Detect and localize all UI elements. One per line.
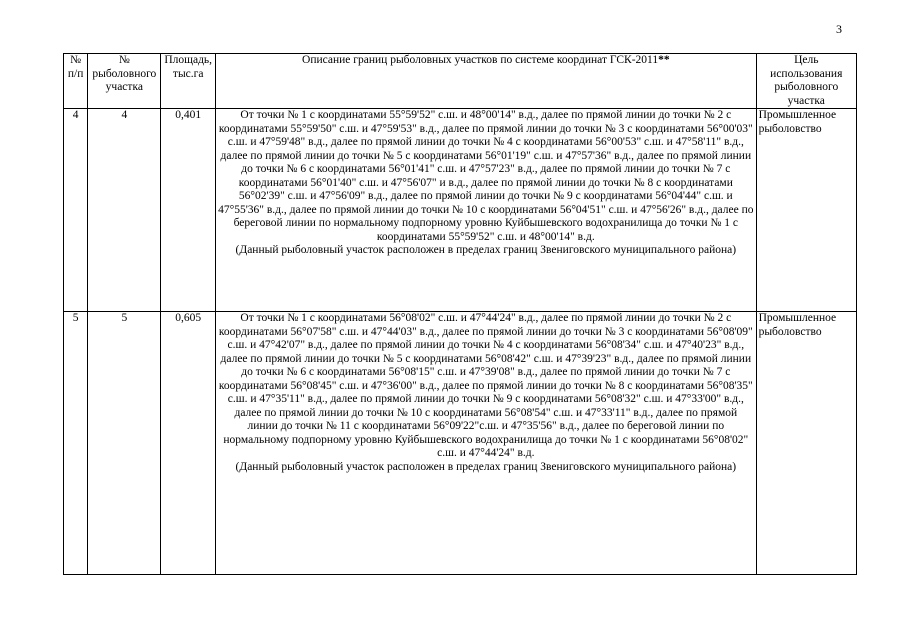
header-description [216,54,756,109]
header-description-marker: ** [658,54,670,66]
row-area: 0,401 [161,109,216,312]
fishing-plots-table [63,53,857,575]
header-area: Площадь, тыс.га [161,54,216,109]
header-purpose: Цель использования рыболовного участка [756,54,856,109]
row-plot-num: 5 [88,312,161,575]
row-description: От точки № 1 с координатами 55°59'52" с.ш. и 48°00'14" в.д., далее по прямой линии до точки № 2 с координатами 55°59'50" с.ш. и 47°59'53" в.д., далее по прямой линии до точки № 3 с координатами 56°00'03" с.ш. и 47°59'48" в.д., далее по прямой линии до точки № 4 с координатами 56°00'53" с.ш. и 47°58'11" в.д., далее по прямой линии до точки № 5 с координатами 56°01'19" с.ш. и 47°57'36" в.д., далее по прямой линии до точки № 6 с координатами 56°01'41" с.ш. и 47°57'23" в.д., далее по прямой линии до точки № 7 с координатами 56°01'40" с.ш. и 47°56'07" и в.д., далее по прямой линии до точки № 8 с координатами 56°02'39" с.ш. и 47°56'09" в.д., далее по прямой линии до точки № 9 с координатами 56°04'44" с.ш. и 47°55'36" в.д., далее по прямой линии до точки № 10 с координатами 56°04'51" с.ш. и 47°56'26" в.д., далее по береговой линии по нормальному подпорному уровню Куйбышевского водохранилища до точки № 1 с координатами 55°59'52" с.ш. и 48°00'14" в.д. [218,109,754,243]
header-plot-num: № рыболовного участка [88,54,161,109]
row-description-cell [216,109,756,312]
row-note: (Данный рыболовный участок расположен в пределах границ Звениговского муниципального района) [235,244,737,256]
page-number: 3 [836,22,842,36]
table-header-row [64,54,857,109]
row-purpose: Промышленное рыболовство [756,312,856,575]
row-note: (Данный рыболовный участок расположен в пределах границ Звениговского муниципального района) [235,460,737,473]
table-row [64,109,857,312]
row-plot-num: 4 [88,109,161,312]
header-description-text: Описание границ рыболовных участков по системе координат ГСК-2011 [302,54,659,66]
row-area: 0,605 [161,312,216,575]
row-num: 5 [64,312,88,575]
header-num: № п/п [64,54,88,109]
row-num: 4 [64,109,88,312]
row-description-cell [216,312,756,575]
row-purpose: Промышленное рыболовство [756,109,856,312]
table-row [64,312,857,575]
row-description: От точки № 1 с координатами 56°08'02" с.ш. и 47°44'24" в.д., далее по прямой линии до точки № 2 с координатами 56°07'58" с.ш. и 47°44'03" в.д., далее по прямой линии до точки № 3 с координатами 56°08'09" с.ш. и 47°42'07" в.д., далее по прямой линии до точки № 4 с координатами 56°08'34" с.ш. и 47°40'23" в.д., далее по прямой линии до точки № 5 с координатами 56°08'42" с.ш. и 47°39'23" в.д., далее по прямой линии до точки № 6 с координатами 56°08'15" с.ш. и 47°39'08" в.д., далее по прямой линии до точки № 7 с координатами 56°08'45" с.ш. и 47°36'00" в.д., далее по прямой линии до точки № 8 с координатами 56°08'35" с.ш. и 47°35'11" в.д., далее по прямой линии до точки № 9 с координатами 56°08'32" с.ш. и 47°33'00" в.д., далее по прямой линии до точки № 10 с координатами 56°08'54" с.ш. и 47°33'11" в.д., далее по прямой линии до точки № 11 с координатами 56°09'22"с.ш. и 47°35'56" в.д., далее по береговой линии по нормальному подпорному уровню Куйбышевского водохранилища до точки № 1 с координатами 56°08'02" с.ш. и 47°44'24" в.д. [218,312,753,459]
